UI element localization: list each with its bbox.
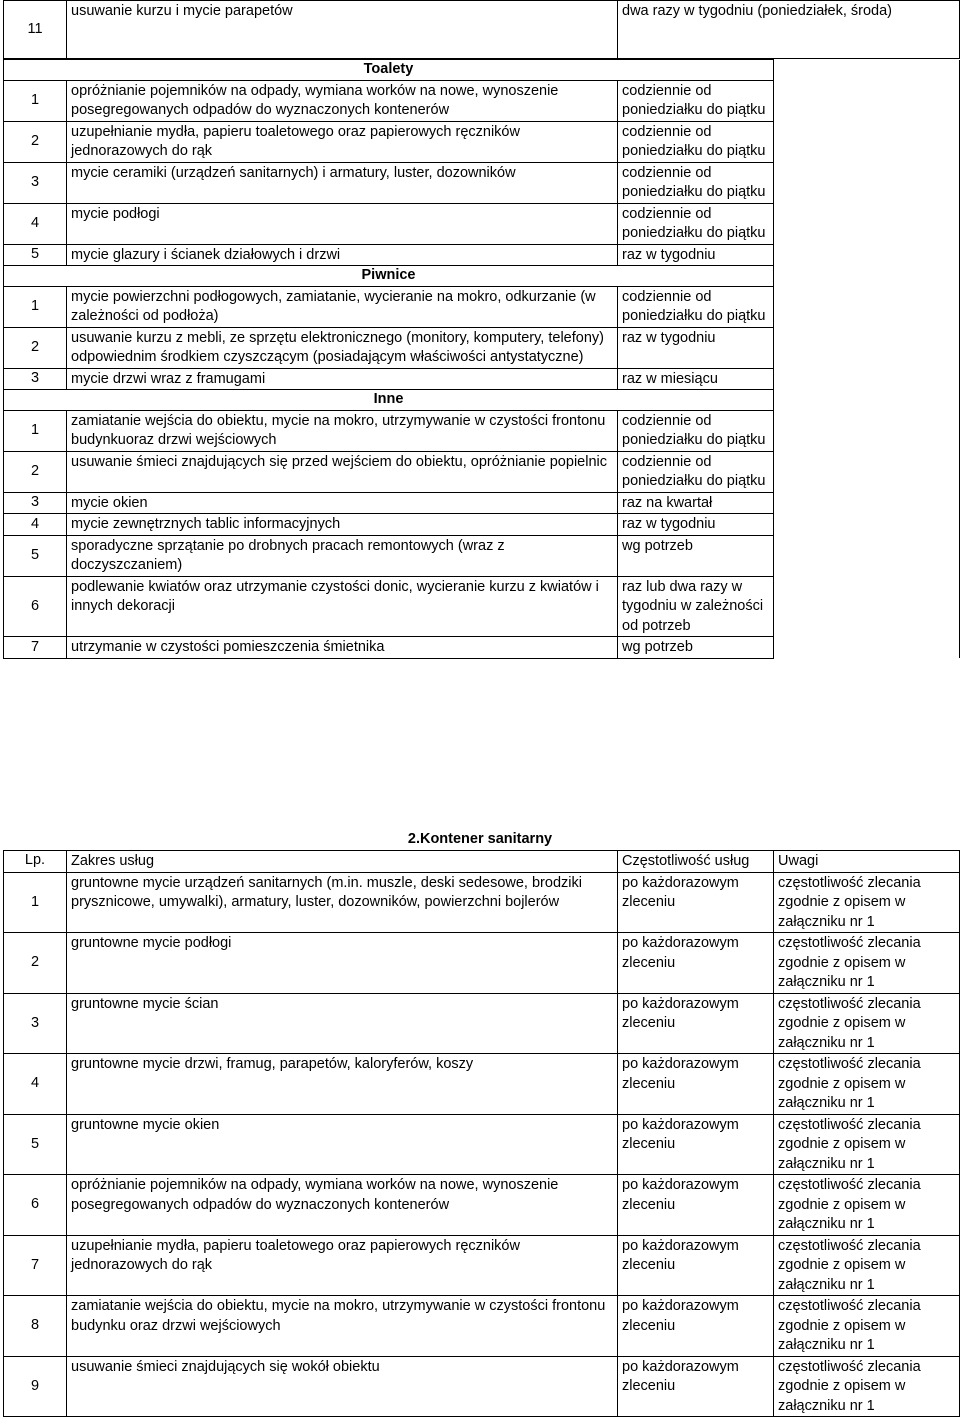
service-frequency: raz na kwartał	[618, 492, 774, 514]
service-description: utrzymanie w czystości pomieszczenia śmietnika	[67, 637, 618, 659]
service-frequency: codziennie od poniedziałku do piątku	[618, 80, 774, 121]
service-description: mycie powierzchni podłogowych, zamiatanie, wycieranie na mokro, odkurzanie (w zależności od podłoża)	[67, 286, 618, 327]
table-row	[4, 514, 960, 536]
service-description: mycie podłogi	[67, 203, 618, 244]
row-number: 5	[4, 535, 67, 576]
table-row	[4, 1114, 960, 1175]
table-row	[4, 327, 960, 368]
services-table-body	[4, 872, 960, 1417]
service-description: usuwanie śmieci znajdujących się wokół obiektu	[67, 1356, 618, 1417]
service-description: podlewanie kwiatów oraz utrzymanie czystości donic, wycieranie kurzu z kwiatów i innych dekoracji	[67, 576, 618, 637]
group-title: Toalety	[4, 60, 774, 81]
empty-cell	[774, 451, 960, 492]
service-notes: częstotliwość zlecania zgodnie z opisem w załączniku nr 1	[774, 1235, 960, 1296]
service-description: usuwanie kurzu i mycie parapetów	[67, 1, 618, 59]
service-description: mycie zewnętrznych tablic informacyjnych	[67, 514, 618, 536]
service-description: zamiatanie wejścia do obiektu, mycie na mokro, utrzymywanie w czystości frontonu budynku oraz drzwi wejściowych	[67, 1296, 618, 1357]
service-frequency: po każdorazowym zleceniu	[618, 1114, 774, 1175]
row-number: 4	[4, 203, 67, 244]
row-number: 5	[4, 1114, 67, 1175]
empty-cell	[774, 576, 960, 637]
row-number: 11	[4, 1, 67, 59]
table-row	[4, 1054, 960, 1115]
service-description: gruntowne mycie ścian	[67, 993, 618, 1054]
service-description: opróżnianie pojemników na odpady, wymiana worków na nowe, wynoszenie posegregowanych odpadów do wyznaczonych kontenerów	[67, 80, 618, 121]
service-notes: częstotliwość zlecania zgodnie z opisem w załączniku nr 1	[774, 933, 960, 994]
service-frequency: codziennie od poniedziałku do piątku	[618, 286, 774, 327]
service-notes: częstotliwość zlecania zgodnie z opisem w załączniku nr 1	[774, 872, 960, 933]
service-frequency: po każdorazowym zleceniu	[618, 872, 774, 933]
service-description: gruntowne mycie okien	[67, 1114, 618, 1175]
empty-cell	[774, 410, 960, 451]
empty-cell	[774, 637, 960, 659]
empty-cell	[774, 286, 960, 327]
header-lp: Lp.	[4, 851, 67, 873]
service-frequency: codziennie od poniedziałku do piątku	[618, 203, 774, 244]
services-table-section-1	[3, 0, 960, 659]
services-table-body	[4, 1, 960, 659]
service-description: mycie drzwi wraz z framugami	[67, 368, 618, 390]
service-frequency: po każdorazowym zleceniu	[618, 1054, 774, 1115]
service-frequency: raz w miesiącu	[618, 368, 774, 390]
table-row	[4, 492, 960, 514]
service-frequency: po każdorazowym zleceniu	[618, 1235, 774, 1296]
row-number: 2	[4, 933, 67, 994]
row-number: 3	[4, 368, 67, 390]
service-frequency: codziennie od poniedziałku do piątku	[618, 410, 774, 451]
service-description: gruntowne mycie urządzeń sanitarnych (m.in. muszle, deski sedesowe, brodziki prysznicowe, umywalki), armatury, luster, dozowników, powierzchni bojlerów	[67, 872, 618, 933]
table-row	[4, 993, 960, 1054]
table-row	[4, 933, 960, 994]
empty-cell	[774, 535, 960, 576]
service-description: opróżnianie pojemników na odpady, wymiana worków na nowe, wynoszenie posegregowanych odpadów do wyznaczonych kontenerów	[67, 1175, 618, 1236]
row-number: 3	[4, 492, 67, 514]
service-frequency: codziennie od poniedziałku do piątku	[618, 121, 774, 162]
service-frequency: po każdorazowym zleceniu	[618, 993, 774, 1054]
row-number: 1	[4, 410, 67, 451]
service-frequency: po każdorazowym zleceniu	[618, 1175, 774, 1236]
group-title: Piwnice	[4, 266, 774, 287]
table-header-row	[4, 851, 960, 873]
service-frequency: po każdorazowym zleceniu	[618, 1356, 774, 1417]
table-row	[4, 1, 960, 59]
row-number: 1	[4, 286, 67, 327]
service-frequency: codziennie od poniedziałku do piątku	[618, 451, 774, 492]
group-title: Inne	[4, 390, 774, 411]
empty-cell	[774, 327, 960, 368]
service-notes: częstotliwość zlecania zgodnie z opisem w załączniku nr 1	[774, 1175, 960, 1236]
table-row	[4, 1175, 960, 1236]
row-number: 6	[4, 1175, 67, 1236]
row-number: 9	[4, 1356, 67, 1417]
row-number: 7	[4, 637, 67, 659]
table-row	[4, 368, 960, 390]
table-row	[4, 576, 960, 637]
table-row	[4, 637, 960, 659]
row-number: 3	[4, 993, 67, 1054]
empty-cell	[774, 390, 960, 411]
table-row	[4, 121, 960, 162]
service-description: uzupełnianie mydła, papieru toaletowego oraz papierowych ręczników jednorazowych do rąk	[67, 121, 618, 162]
empty-cell	[774, 162, 960, 203]
table-row	[4, 244, 960, 266]
table-row	[4, 451, 960, 492]
service-frequency: raz lub dwa razy w tygodniu w zależności od potrzeb	[618, 576, 774, 637]
service-description: mycie glazury i ścianek działowych i drzwi	[67, 244, 618, 266]
service-frequency: raz w tygodniu	[618, 244, 774, 266]
table-row	[4, 162, 960, 203]
service-frequency: wg potrzeb	[618, 535, 774, 576]
table-row	[4, 1235, 960, 1296]
empty-cell	[774, 492, 960, 514]
service-description: mycie ceramiki (urządzeń sanitarnych) i armatury, luster, dozowników	[67, 162, 618, 203]
service-notes: częstotliwość zlecania zgodnie z opisem w załączniku nr 1	[774, 993, 960, 1054]
empty-cell	[774, 80, 960, 121]
table-row	[4, 1296, 960, 1357]
service-frequency: wg potrzeb	[618, 637, 774, 659]
service-description: usuwanie śmieci znajdujących się przed wejściem do obiektu, opróżnianie popielnic	[67, 451, 618, 492]
header-notes: Uwagi	[774, 851, 960, 873]
row-number: 1	[4, 872, 67, 933]
table-row	[4, 80, 960, 121]
row-number: 7	[4, 1235, 67, 1296]
empty-cell	[774, 244, 960, 266]
service-description: zamiatanie wejścia do obiektu, mycie na mokro, utrzymywanie w czystości frontonu budynkuoraz drzwi wejściowych	[67, 410, 618, 451]
row-number: 8	[4, 1296, 67, 1357]
empty-cell	[774, 121, 960, 162]
header-scope: Zakres usług	[67, 851, 618, 873]
service-description: sporadyczne sprzątanie po drobnych pracach remontowych (wraz z doczyszczaniem)	[67, 535, 618, 576]
service-description: gruntowne mycie podłogi	[67, 933, 618, 994]
empty-cell	[774, 60, 960, 81]
table-row	[4, 286, 960, 327]
table-row	[4, 410, 960, 451]
row-number: 1	[4, 80, 67, 121]
row-number: 4	[4, 514, 67, 536]
row-number: 3	[4, 162, 67, 203]
service-notes: częstotliwość zlecania zgodnie z opisem w załączniku nr 1	[774, 1296, 960, 1357]
table-row	[4, 1356, 960, 1417]
service-notes: częstotliwość zlecania zgodnie z opisem w załączniku nr 1	[774, 1356, 960, 1417]
group-header-row	[4, 60, 960, 81]
service-description: mycie okien	[67, 492, 618, 514]
service-frequency: po każdorazowym zleceniu	[618, 933, 774, 994]
group-header-row	[4, 390, 960, 411]
service-description: uzupełnianie mydła, papieru toaletowego oraz papierowych ręczników jednorazowych do rąk	[67, 1235, 618, 1296]
empty-cell	[774, 514, 960, 536]
service-notes: częstotliwość zlecania zgodnie z opisem w załączniku nr 1	[774, 1114, 960, 1175]
table-row	[4, 535, 960, 576]
service-description: gruntowne mycie drzwi, framug, parapetów, kaloryferów, koszy	[67, 1054, 618, 1115]
service-frequency: po każdorazowym zleceniu	[618, 1296, 774, 1357]
row-number: 2	[4, 451, 67, 492]
service-notes: częstotliwość zlecania zgodnie z opisem w załączniku nr 1	[774, 1054, 960, 1115]
service-description: usuwanie kurzu z mebli, ze sprzętu elektronicznego (monitory, komputery, telefony) odpowiednim środkiem czyszczącym (posiadającym właściwości antystatyczne)	[67, 327, 618, 368]
table-row	[4, 872, 960, 933]
table-row	[4, 203, 960, 244]
service-frequency: codziennie od poniedziałku do piątku	[618, 162, 774, 203]
row-number: 2	[4, 327, 67, 368]
row-number: 4	[4, 1054, 67, 1115]
service-frequency: raz w tygodniu	[618, 514, 774, 536]
row-number: 2	[4, 121, 67, 162]
services-table-section-2	[3, 850, 960, 1417]
empty-cell	[774, 203, 960, 244]
service-frequency: raz w tygodniu	[618, 327, 774, 368]
empty-cell	[774, 368, 960, 390]
header-frequency: Częstotliwość usług	[618, 851, 774, 873]
service-frequency: dwa razy w tygodniu (poniedziałek, środa)	[618, 1, 960, 59]
row-number: 6	[4, 576, 67, 637]
section-title: 2.Kontener sanitarny	[407, 831, 553, 847]
row-number: 5	[4, 244, 67, 266]
empty-cell	[774, 266, 960, 287]
group-header-row	[4, 266, 960, 287]
